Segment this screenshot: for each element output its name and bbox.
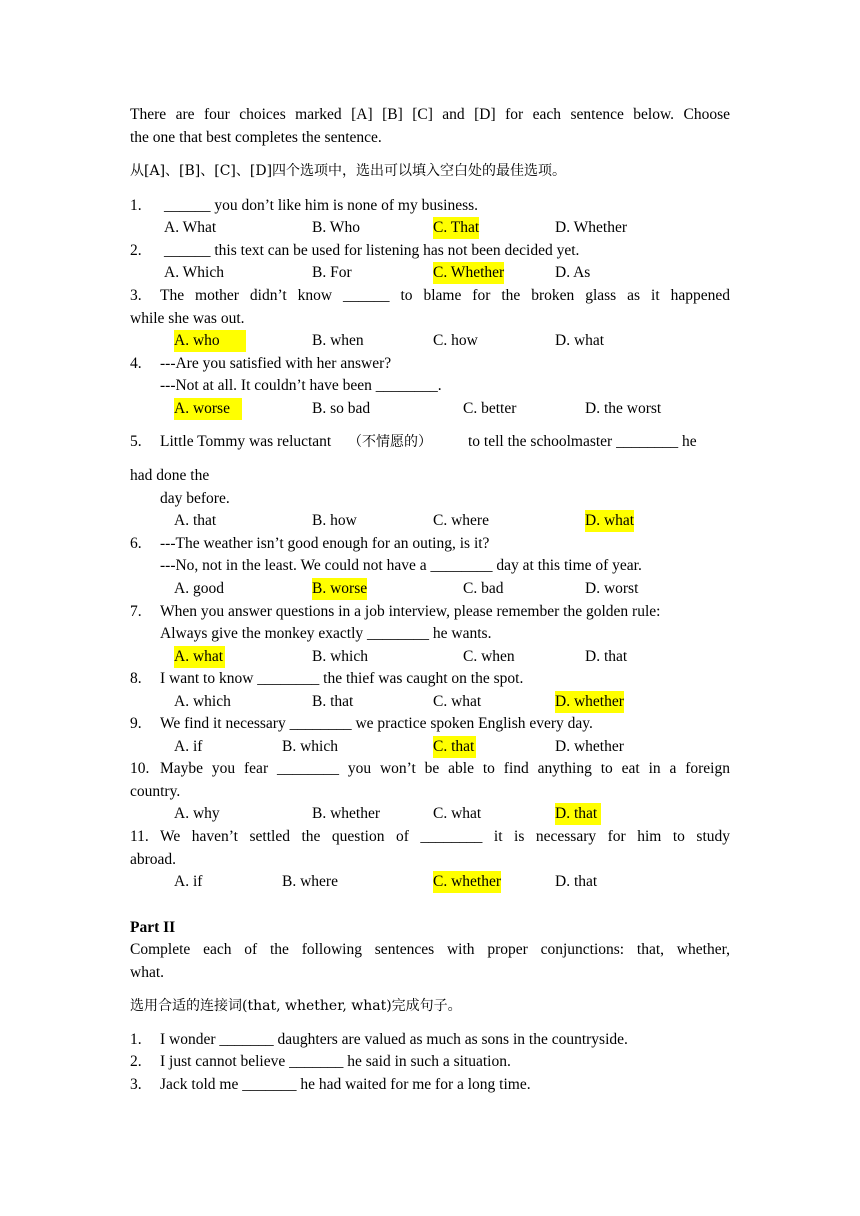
option-a: A. which (174, 693, 231, 710)
option-d-answer: D. whether (555, 691, 624, 713)
question-text-line-2: abroad. (130, 851, 177, 868)
option-b: B. that (312, 693, 354, 710)
question-text-line-2: Always give the monkey exactly ________ he wants. (160, 625, 492, 642)
option-d-answer: D. what (585, 510, 634, 532)
item-text: I wonder _______ daughters are valued as much as sons in the countryside. (160, 1031, 628, 1048)
item-number: 2. (130, 1053, 142, 1070)
question-text: ______ you don’t like him is none of my business. (164, 197, 479, 214)
option-a-answer: A. worse (174, 398, 242, 420)
option-d-answer: D. that (555, 803, 601, 825)
part-2-instructions-line-2: what. (130, 964, 165, 981)
option-c: C. what (433, 693, 482, 710)
instructions-line-2: the one that best completes the sentence. (130, 129, 382, 146)
option-b-answer: B. worse (312, 578, 367, 600)
option-a: A. that (174, 512, 217, 529)
question-text: I want to know ________ the thief was caught on the spot. (160, 670, 524, 687)
question-text-line-2: had done the (130, 467, 210, 484)
part-2-instructions-chinese: 选用合适的连接词(that, whether, what)完成句子。 (130, 998, 462, 1014)
item-text: I just cannot believe _______ he said in such a situation. (160, 1053, 511, 1070)
option-c: C. better (463, 400, 517, 417)
question-text-part-2: to tell the schoolmaster ________ he (468, 433, 697, 450)
option-d: D. worst (585, 580, 639, 597)
option-c: C. when (463, 648, 515, 665)
question-text-line-2: ---No, not in the least. We could not have a ________ day at this time of year. (160, 557, 642, 574)
question-number: 7. (130, 603, 142, 620)
option-b: B. so bad (312, 400, 371, 417)
question-text-line-1: ---The weather isn’t good enough for an outing, is it? (160, 535, 490, 552)
item-number: 3. (130, 1076, 142, 1093)
item-number: 1. (130, 1031, 142, 1048)
option-c: C. what (433, 805, 482, 822)
question-text-line-1: Maybe you fear ________ you won’t be able to find anything to eat in a foreign (160, 760, 730, 777)
part-2-title: Part II (130, 919, 176, 936)
question-text-line-3: day before. (160, 490, 230, 507)
option-c: C. where (433, 512, 489, 529)
option-c-answer: C. That (433, 217, 479, 239)
part-2-instructions-line-1: Complete each of the following sentences with proper conjunctions: that, whether, (130, 941, 730, 958)
option-d: D. Whether (555, 219, 628, 236)
question-text: ______ this text can be used for listening has not been decided yet. (164, 242, 580, 259)
option-a: A. What (164, 219, 217, 236)
option-b: B. whether (312, 805, 381, 822)
item-text: Jack told me _______ he had waited for me for a long time. (160, 1076, 531, 1093)
option-a: A. Which (164, 264, 224, 281)
option-d: D. whether (555, 738, 624, 755)
question-number: 4. (130, 355, 142, 372)
question-text-line-2: ---Not at all. It couldn’t have been ________. (160, 377, 442, 394)
question-text-chinese-gloss: （不情愿的） (348, 434, 432, 450)
option-a: A. if (174, 738, 203, 755)
question-number: 5. (130, 433, 142, 450)
question-text-part-1: Little Tommy was reluctant (160, 433, 332, 450)
option-b: B. when (312, 332, 364, 349)
question-text: We find it necessary ________ we practice spoken English every day. (160, 715, 593, 732)
question-text-line-2: country. (130, 783, 181, 800)
question-number: 11. (130, 828, 149, 845)
option-a-answer: A. who (174, 330, 246, 352)
option-c: C. bad (463, 580, 504, 597)
question-number: 3. (130, 287, 142, 304)
question-number: 1. (130, 197, 142, 214)
option-d: D. As (555, 264, 591, 281)
option-a: A. if (174, 873, 203, 890)
question-number: 9. (130, 715, 142, 732)
option-b: B. which (312, 648, 368, 665)
question-number: 10. (130, 760, 150, 777)
option-a-answer: A. what (174, 646, 225, 668)
question-text-line-1: We haven’t settled the question of ________ it is necessary for him to study (160, 828, 730, 845)
option-b: B. which (282, 738, 338, 755)
option-b: B. where (282, 873, 338, 890)
question-text-line-2: while she was out. (130, 310, 245, 327)
option-d: D. that (585, 648, 628, 665)
option-b: B. how (312, 512, 357, 529)
question-text-line-1: When you answer questions in a job interview, please remember the golden rule: (160, 603, 661, 620)
option-b: B. For (312, 264, 352, 281)
option-c-answer: C. whether (433, 871, 501, 893)
option-d: D. the worst (585, 400, 662, 417)
question-number: 6. (130, 535, 142, 552)
option-b: B. Who (312, 219, 360, 236)
option-a: A. why (174, 805, 220, 822)
option-d: D. what (555, 332, 605, 349)
instructions-line-1: There are four choices marked [A] [B] [C] and [D] for each sentence below. Choose (130, 106, 730, 123)
question-text-line-1: ---Are you satisfied with her answer? (160, 355, 392, 372)
option-d: D. that (555, 873, 598, 890)
question-number: 8. (130, 670, 142, 687)
question-number: 2. (130, 242, 142, 259)
instructions-chinese: 从[A]、[B]、[C]、[D]四个选项中，选出可以填入空白处的最佳选项。 (130, 163, 567, 179)
option-c: C. how (433, 332, 478, 349)
question-text-line-1: The mother didn’t know ______ to blame for the broken glass as it happened (160, 287, 730, 304)
option-c-answer: C. Whether (433, 262, 504, 284)
option-a: A. good (174, 580, 224, 597)
option-c-answer: C. that (433, 736, 476, 758)
